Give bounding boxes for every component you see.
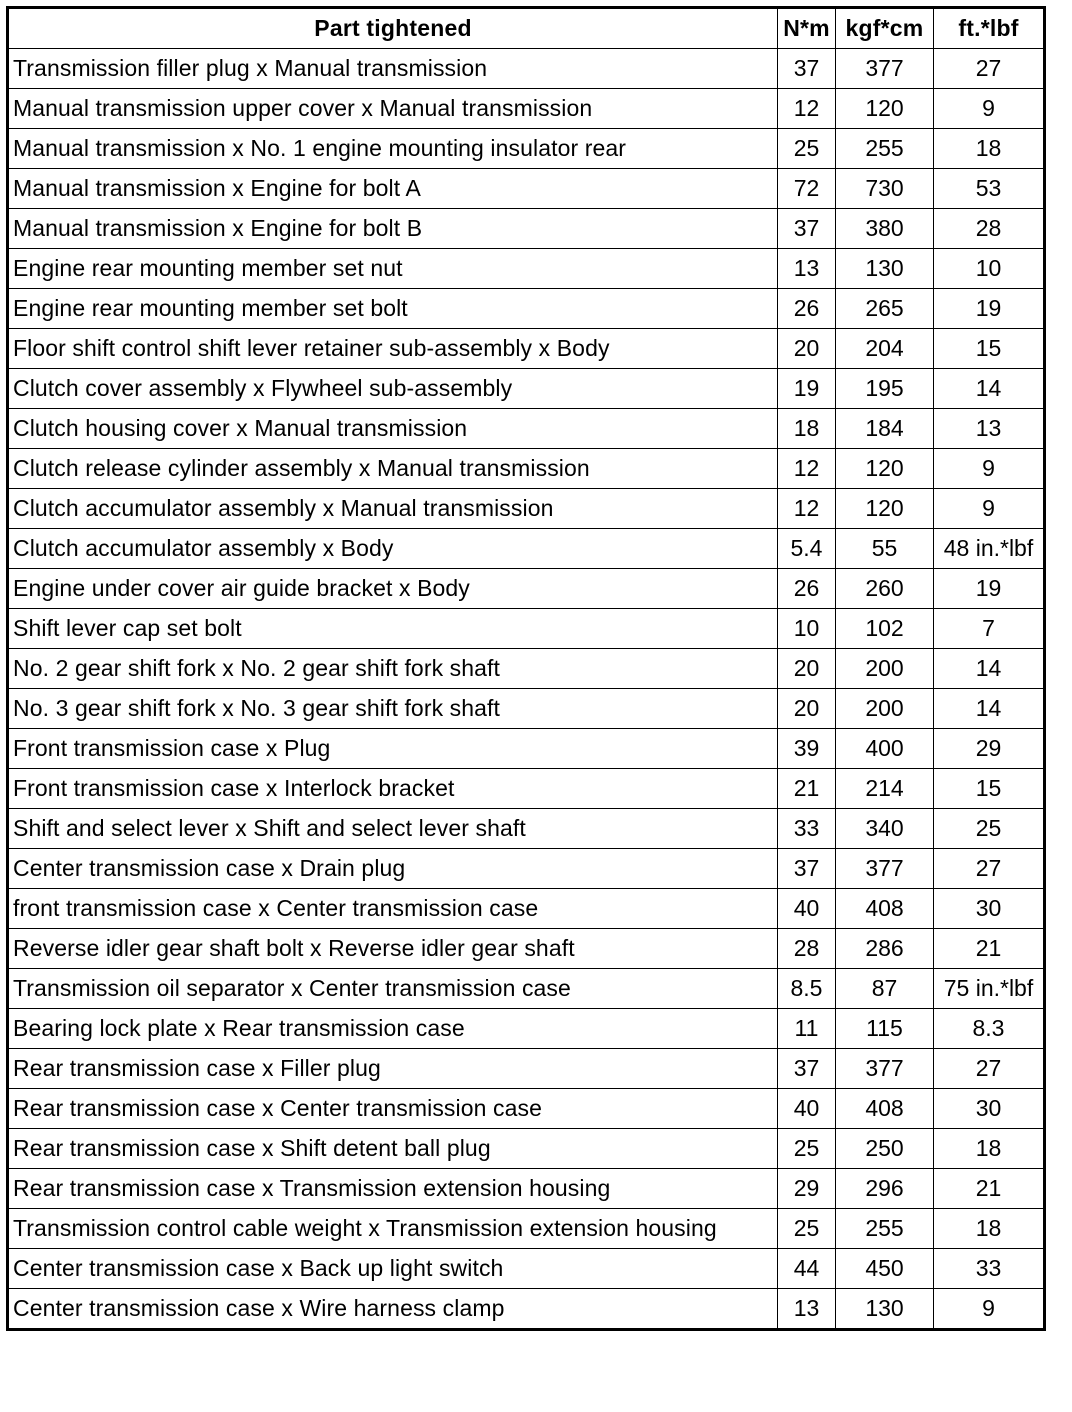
cell-kgfcm: 730 [836,169,934,209]
cell-kgfcm: 200 [836,649,934,689]
cell-nm: 20 [778,329,836,369]
header-kgfcm: kgf*cm [836,8,934,49]
table-row [8,649,1045,689]
cell-ftlbf: 15 [934,769,1045,809]
cell-part-tightened: Rear transmission case x Center transmission case [8,1089,778,1129]
cell-kgfcm: 115 [836,1009,934,1049]
header-ftlbf: ft.*lbf [934,8,1045,49]
cell-nm: 37 [778,49,836,89]
header-nm: N*m [778,8,836,49]
cell-kgfcm: 255 [836,129,934,169]
cell-nm: 12 [778,449,836,489]
cell-part-tightened: Clutch release cylinder assembly x Manual transmission [8,449,778,489]
table-row [8,209,1045,249]
cell-nm: 33 [778,809,836,849]
cell-nm: 12 [778,89,836,129]
table-row [8,329,1045,369]
cell-part-tightened: No. 2 gear shift fork x No. 2 gear shift fork shaft [8,649,778,689]
table-row [8,969,1045,1009]
cell-part-tightened: Manual transmission x No. 1 engine mounting insulator rear [8,129,778,169]
cell-ftlbf: 27 [934,849,1045,889]
table-row [8,809,1045,849]
cell-ftlbf: 30 [934,1089,1045,1129]
cell-kgfcm: 296 [836,1169,934,1209]
cell-part-tightened: Engine under cover air guide bracket x Body [8,569,778,609]
cell-ftlbf: 18 [934,1129,1045,1169]
table-row [8,929,1045,969]
cell-nm: 20 [778,649,836,689]
cell-kgfcm: 102 [836,609,934,649]
cell-kgfcm: 408 [836,1089,934,1129]
cell-ftlbf: 9 [934,89,1045,129]
cell-ftlbf: 19 [934,289,1045,329]
table-row [8,569,1045,609]
cell-nm: 37 [778,849,836,889]
table-row [8,1129,1045,1169]
cell-ftlbf: 30 [934,889,1045,929]
cell-part-tightened: Rear transmission case x Filler plug [8,1049,778,1089]
table-body [8,49,1045,1330]
cell-part-tightened: Transmission filler plug x Manual transmission [8,49,778,89]
cell-part-tightened: Center transmission case x Back up light switch [8,1249,778,1289]
cell-nm: 26 [778,569,836,609]
cell-kgfcm: 120 [836,89,934,129]
table-header [8,8,1045,49]
cell-kgfcm: 200 [836,689,934,729]
cell-kgfcm: 120 [836,449,934,489]
cell-kgfcm: 195 [836,369,934,409]
cell-ftlbf: 75 in.*lbf [934,969,1045,1009]
cell-ftlbf: 29 [934,729,1045,769]
cell-kgfcm: 250 [836,1129,934,1169]
table-row [8,409,1045,449]
cell-nm: 10 [778,609,836,649]
cell-nm: 19 [778,369,836,409]
cell-part-tightened: Manual transmission x Engine for bolt A [8,169,778,209]
table-row [8,689,1045,729]
table-row [8,609,1045,649]
cell-nm: 13 [778,1289,836,1330]
table-row [8,489,1045,529]
table-row [8,769,1045,809]
cell-nm: 72 [778,169,836,209]
table-row [8,1049,1045,1089]
cell-part-tightened: Rear transmission case x Shift detent ball plug [8,1129,778,1169]
cell-kgfcm: 265 [836,289,934,329]
table-row [8,1289,1045,1330]
cell-part-tightened: Manual transmission x Engine for bolt B [8,209,778,249]
table-row [8,529,1045,569]
table-row [8,1169,1045,1209]
cell-part-tightened: Floor shift control shift lever retainer sub-assembly x Body [8,329,778,369]
cell-kgfcm: 377 [836,1049,934,1089]
cell-part-tightened: Clutch accumulator assembly x Manual transmission [8,489,778,529]
cell-ftlbf: 28 [934,209,1045,249]
table-row [8,729,1045,769]
cell-part-tightened: Center transmission case x Drain plug [8,849,778,889]
table-row [8,49,1045,89]
cell-nm: 29 [778,1169,836,1209]
table-row [8,1009,1045,1049]
cell-nm: 37 [778,209,836,249]
cell-part-tightened: Front transmission case x Plug [8,729,778,769]
cell-part-tightened: Transmission oil separator x Center transmission case [8,969,778,1009]
cell-nm: 20 [778,689,836,729]
cell-kgfcm: 377 [836,849,934,889]
cell-ftlbf: 25 [934,809,1045,849]
cell-ftlbf: 14 [934,369,1045,409]
cell-kgfcm: 130 [836,1289,934,1330]
cell-part-tightened: Rear transmission case x Transmission extension housing [8,1169,778,1209]
cell-ftlbf: 8.3 [934,1009,1045,1049]
cell-ftlbf: 9 [934,1289,1045,1330]
cell-part-tightened: Engine rear mounting member set nut [8,249,778,289]
cell-kgfcm: 408 [836,889,934,929]
cell-part-tightened: Manual transmission upper cover x Manual transmission [8,89,778,129]
cell-nm: 8.5 [778,969,836,1009]
cell-ftlbf: 14 [934,649,1045,689]
header-part-tightened: Part tightened [8,8,778,49]
cell-ftlbf: 13 [934,409,1045,449]
cell-kgfcm: 340 [836,809,934,849]
cell-kgfcm: 55 [836,529,934,569]
cell-part-tightened: Transmission control cable weight x Transmission extension housing [8,1209,778,1249]
cell-nm: 5.4 [778,529,836,569]
cell-ftlbf: 7 [934,609,1045,649]
cell-nm: 26 [778,289,836,329]
table-row [8,169,1045,209]
cell-kgfcm: 286 [836,929,934,969]
cell-part-tightened: Bearing lock plate x Rear transmission case [8,1009,778,1049]
cell-ftlbf: 9 [934,449,1045,489]
header-row [8,8,1045,49]
cell-kgfcm: 130 [836,249,934,289]
cell-part-tightened: Clutch cover assembly x Flywheel sub-assembly [8,369,778,409]
table-row [8,1209,1045,1249]
cell-part-tightened: Shift and select lever x Shift and select lever shaft [8,809,778,849]
cell-kgfcm: 120 [836,489,934,529]
cell-part-tightened: Clutch accumulator assembly x Body [8,529,778,569]
table-row [8,89,1045,129]
cell-nm: 18 [778,409,836,449]
cell-part-tightened: Center transmission case x Wire harness clamp [8,1289,778,1330]
cell-ftlbf: 21 [934,929,1045,969]
table-row [8,369,1045,409]
cell-ftlbf: 48 in.*lbf [934,529,1045,569]
cell-kgfcm: 450 [836,1249,934,1289]
cell-kgfcm: 400 [836,729,934,769]
cell-nm: 25 [778,1129,836,1169]
cell-ftlbf: 21 [934,1169,1045,1209]
cell-ftlbf: 33 [934,1249,1045,1289]
table-row [8,289,1045,329]
table-row [8,449,1045,489]
cell-nm: 37 [778,1049,836,1089]
cell-kgfcm: 260 [836,569,934,609]
cell-ftlbf: 15 [934,329,1045,369]
cell-nm: 25 [778,129,836,169]
cell-part-tightened: Reverse idler gear shaft bolt x Reverse idler gear shaft [8,929,778,969]
table-row [8,129,1045,169]
cell-ftlbf: 9 [934,489,1045,529]
cell-kgfcm: 380 [836,209,934,249]
cell-part-tightened: front transmission case x Center transmission case [8,889,778,929]
cell-part-tightened: Shift lever cap set bolt [8,609,778,649]
cell-ftlbf: 18 [934,1209,1045,1249]
table-row [8,249,1045,289]
cell-ftlbf: 27 [934,49,1045,89]
cell-part-tightened: No. 3 gear shift fork x No. 3 gear shift fork shaft [8,689,778,729]
cell-ftlbf: 19 [934,569,1045,609]
cell-ftlbf: 14 [934,689,1045,729]
cell-nm: 40 [778,1089,836,1129]
cell-nm: 13 [778,249,836,289]
cell-kgfcm: 204 [836,329,934,369]
table-row [8,889,1045,929]
cell-part-tightened: Clutch housing cover x Manual transmission [8,409,778,449]
cell-part-tightened: Front transmission case x Interlock bracket [8,769,778,809]
cell-part-tightened: Engine rear mounting member set bolt [8,289,778,329]
torque-specification-table [6,6,1046,1331]
cell-nm: 25 [778,1209,836,1249]
cell-ftlbf: 10 [934,249,1045,289]
cell-kgfcm: 184 [836,409,934,449]
cell-nm: 12 [778,489,836,529]
table-row [8,1249,1045,1289]
cell-nm: 44 [778,1249,836,1289]
cell-ftlbf: 27 [934,1049,1045,1089]
table-row [8,1089,1045,1129]
cell-ftlbf: 53 [934,169,1045,209]
cell-nm: 39 [778,729,836,769]
cell-kgfcm: 255 [836,1209,934,1249]
cell-kgfcm: 87 [836,969,934,1009]
cell-ftlbf: 18 [934,129,1045,169]
cell-kgfcm: 214 [836,769,934,809]
cell-nm: 40 [778,889,836,929]
cell-kgfcm: 377 [836,49,934,89]
cell-nm: 21 [778,769,836,809]
table-row [8,849,1045,889]
cell-nm: 11 [778,1009,836,1049]
cell-nm: 28 [778,929,836,969]
